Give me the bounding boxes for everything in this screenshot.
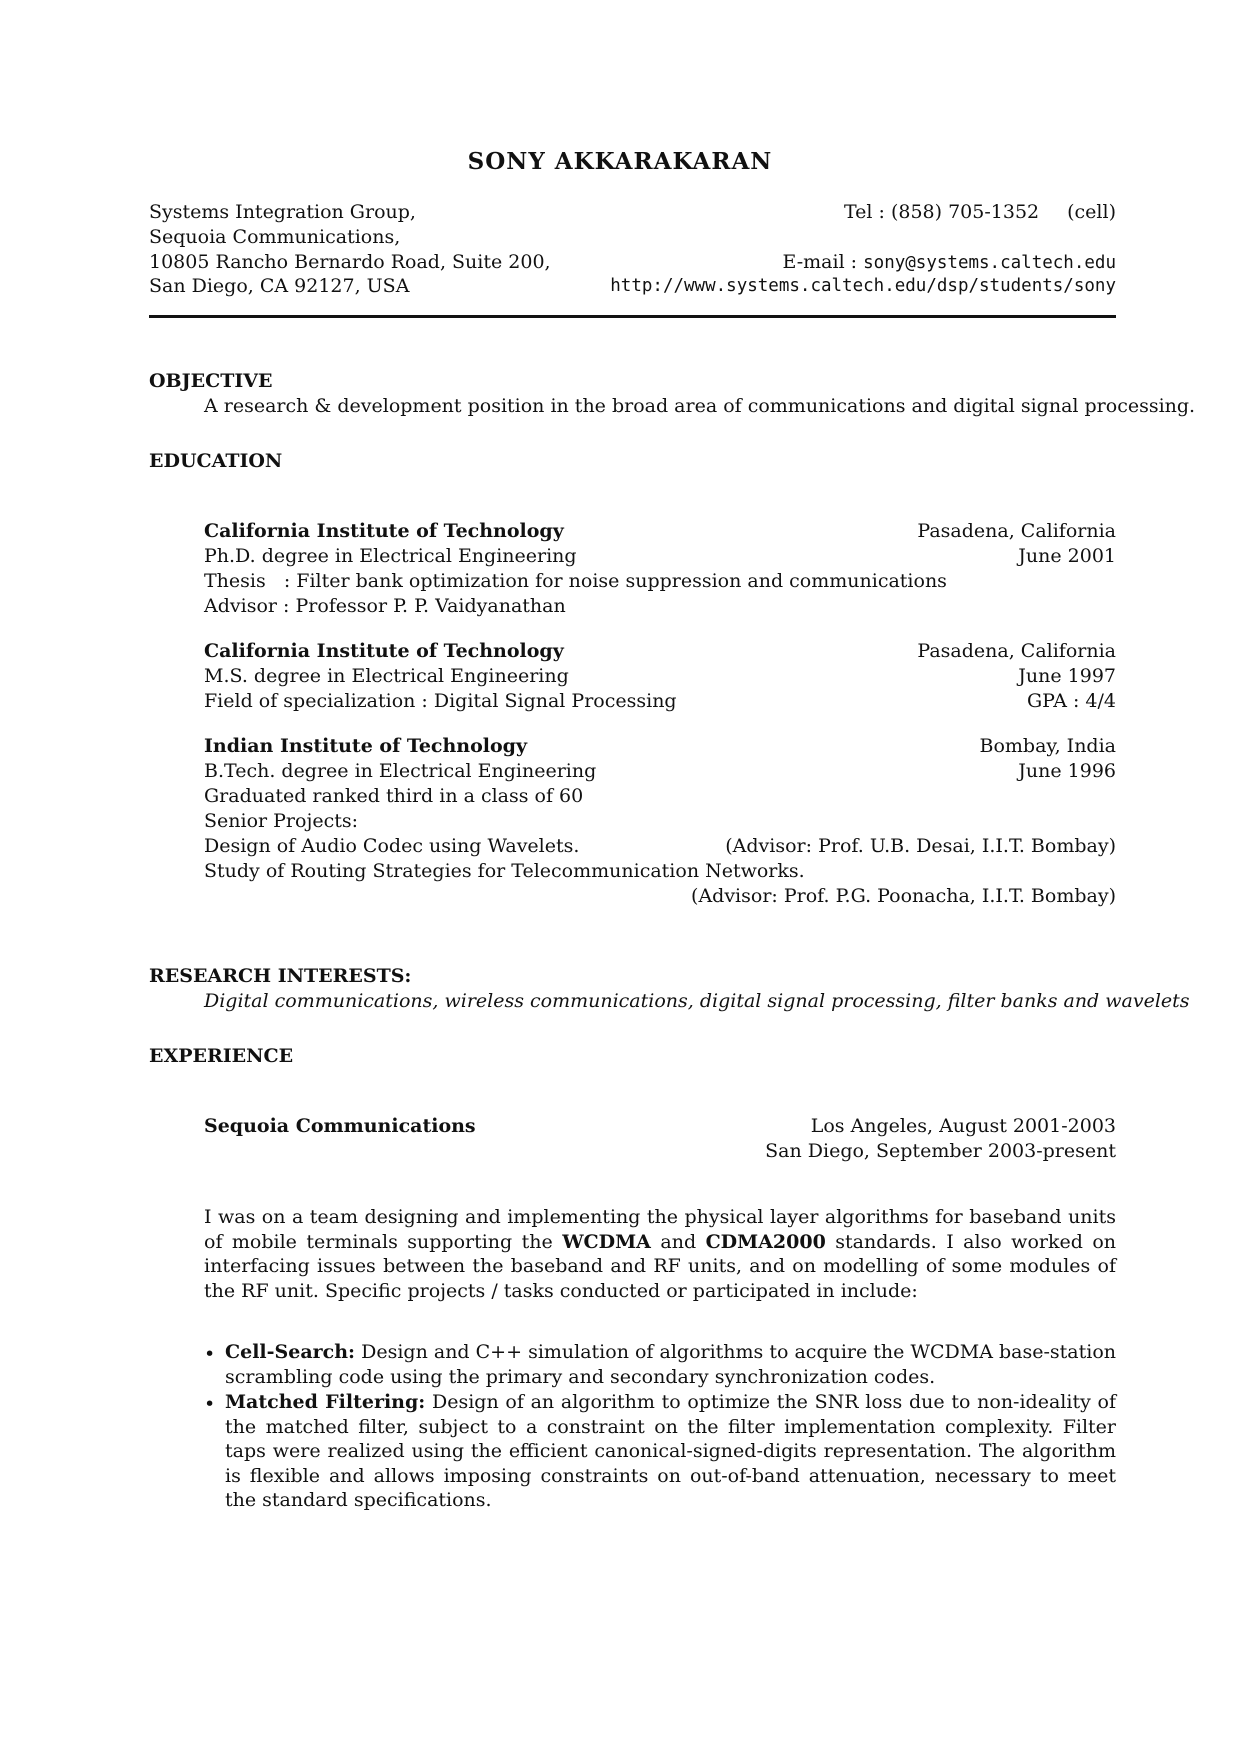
exp-intro-paragraph (204, 1205, 1116, 1303)
edu-3-location: Bombay, India (979, 735, 1116, 757)
edu-3-project-1-advisor: (Advisor: Prof. U.B. Desai, I.I.T. Bombay) (725, 835, 1116, 857)
address-line-1: Systems Integration Group, (149, 201, 416, 223)
homepage-link[interactable]: http://www.systems.caltech.edu/dsp/students/sony (610, 276, 1116, 296)
bullet-icon: • (204, 1393, 216, 1415)
header-divider (149, 315, 1116, 318)
address-line-3: 10805 Rancho Bernardo Road, Suite 200, (149, 251, 551, 273)
research-text: Digital communications, wireless communications, digital signal processing, filter banks and wavelets (204, 990, 1190, 1012)
exp-intro-part-2: standards. I also worked on interfacing issues between the baseband and RF units, and on modelling of some modules of the RF unit. Specific projects / tasks conducted or participated in include: (204, 1230, 1116, 1302)
phone-number: (858) 705-1352 (890, 201, 1040, 223)
edu-1-degree: Ph.D. degree in Electrical Engineering (204, 545, 577, 567)
edu-3-rank: Graduated ranked third in a class of 60 (204, 785, 584, 807)
edu-3-degree: B.Tech. degree in Electrical Engineering (204, 760, 597, 782)
bullet-1-text: Design and C++ simulation of algorithms to acquire the WCDMA base-station scrambling code using the primary and secondary synchronization codes. (225, 1341, 1116, 1388)
exp-location-2: San Diego, September 2003-present (765, 1140, 1116, 1162)
bullet-icon: • (204, 1343, 216, 1365)
resume-name: SONY AKKARAKARAN (467, 148, 773, 175)
phone-note: (cell) (1067, 201, 1116, 223)
phone-line (844, 203, 1116, 222)
edu-1-location: Pasadena, California (917, 520, 1116, 542)
edu-2-field: Field of specialization : Digital Signal Processing (204, 690, 677, 712)
exp-company: Sequoia Communications (204, 1115, 476, 1137)
exp-intro-part-1: I was on a team designing and implementing the physical layer algorithms for baseband units of mobile terminals supporting the (204, 1206, 1116, 1253)
bullet-1-title: Cell-Search: (225, 1341, 356, 1363)
exp-wcdma: WCDMA (562, 1230, 651, 1253)
edu-1-date: June 2001 (1018, 545, 1116, 567)
exp-bullet-cell-search (225, 1340, 1116, 1389)
exp-location-1: Los Angeles, August 2001-2003 (810, 1115, 1116, 1137)
edu-1-school: California Institute of Technology (204, 520, 564, 542)
exp-bullet-matched-filtering (225, 1390, 1116, 1513)
objective-text: A research & development position in the broad area of communications and digital signal processing. (204, 395, 1196, 417)
edu-2-date: June 1997 (1018, 665, 1116, 687)
exp-cdma2000: CDMA2000 (705, 1230, 826, 1253)
edu-2-degree: M.S. degree in Electrical Engineering (204, 665, 569, 687)
edu-1-advisor: Advisor : Professor P. P. Vaidyanathan (204, 595, 566, 617)
edu-3-project-1: Design of Audio Codec using Wavelets. (204, 835, 580, 857)
edu-2-gpa: GPA : 4/4 (1027, 690, 1116, 712)
exp-and: and (650, 1230, 706, 1253)
edu-3-projects-label: Senior Projects: (204, 810, 359, 832)
edu-3-date: June 1996 (1018, 760, 1116, 782)
address-line-4: San Diego, CA 92127, USA (149, 275, 410, 297)
bullet-2-title: Matched Filtering: (225, 1391, 426, 1413)
edu-3-project-2: Study of Routing Strategies for Telecommunication Networks. (204, 860, 805, 882)
objective-heading: OBJECTIVE (149, 370, 273, 392)
bullet-2-text: Design of an algorithm to optimize the SNR loss due to non-ideality of the matched filter, subject to a constraint on the filter implementation complexity. Filter taps were realized using the efficient canonical-signed-digits representation. The algorithm is flexible and allows imposing constraints on out-of-band attenuation, necessary to meet the standard specifications. (225, 1391, 1116, 1511)
edu-2-location: Pasadena, California (917, 640, 1116, 662)
email-link[interactable]: sony@systems.caltech.edu (863, 253, 1116, 273)
education-heading: EDUCATION (149, 450, 283, 472)
edu-3-project-2-advisor: (Advisor: Prof. P.G. Poonacha, I.I.T. Bombay) (691, 885, 1116, 907)
address-line-2: Sequoia Communications, (149, 226, 401, 248)
edu-3-school: Indian Institute of Technology (204, 735, 527, 757)
edu-1-thesis: Thesis : Filter bank optimization for noise suppression and communications (204, 570, 947, 592)
edu-2-school: California Institute of Technology (204, 640, 564, 662)
email-label: E-mail : (782, 251, 864, 273)
phone-label: Tel : (843, 201, 891, 223)
experience-heading: EXPERIENCE (149, 1045, 294, 1067)
email-line (783, 253, 1117, 273)
research-heading: RESEARCH INTERESTS: (149, 965, 412, 987)
